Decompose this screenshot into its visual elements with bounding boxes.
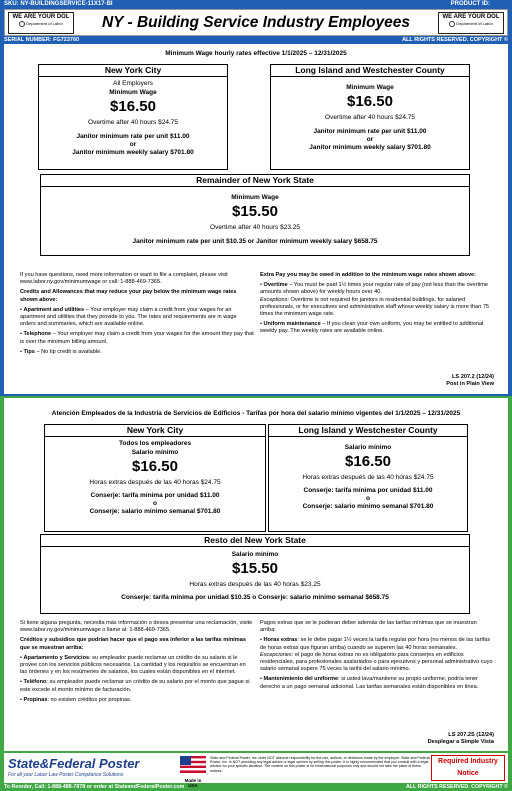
english-panel bbox=[4, 44, 508, 394]
extra-pay-column-es: Pagos extras que se le pudieran deber además de las tarifas mínimas que se muestran arriba: • Horas extras: se le debe pagar 1½ veces la tarifa regular por hora (no menos de las tarifas de horas extras que figuran arriba) cuando se superen las 40 horas semanales. Excepciones: el pago de horas extras no es obligatorio para conserjes en edificios residenciales, para profesionales asalariados o para ejecutivos y personal administrativo cuyo salario semanal supere 75 veces la tarifa del salario mínimo. • Mantenimiento del uniforme: si usted lava/mantiene su propio uniforme, podría tener derecho a un pago semanal adicional. Las tarifas semanales están disponibles en línea. bbox=[260, 620, 493, 690]
box-title: Remainder of New York State bbox=[41, 175, 469, 187]
box-title: Long Island and Westchester County bbox=[271, 65, 469, 77]
form-code-es: LS 207.2S (12/24) Desplegar a Simple Vista bbox=[427, 732, 494, 745]
extra-pay-column: Extra Pay you may be owed in addition to the minimum wage rates shown above: • Overtime – You must be paid 1½ times your regular rate of pay (not less than the overtime amounts shown above) for weekly hours over 40. Exceptions: Overtime is not required for janitors in residential buildings, for salaried professionals, or for executives and administrative staff whose weekly salary is more than 75 times the minimum wage rate. • Uniform maintenance – If you clean your own uniform, you may be entitled to additional weekly pay. The weekly rates are available online. bbox=[260, 272, 490, 335]
nyc-rate-box: New York City All Employers Minimum Wage $16.50 Overtime after 40 hours $24.75 Janitor minimum rate per unit $11.00 or Janitor minimum weekly salary $701.80 bbox=[38, 64, 228, 170]
form-code: LS 207.2 (12/24) Post in Plain View bbox=[446, 374, 494, 387]
long-island-rate-box: Long Island and Westchester County Minimum Wage $16.50 Overtime after 40 hours $24.75 Janitor minimum rate per unit $11.00 or Janitor minimum weekly salary $701.80 bbox=[270, 64, 470, 170]
spanish-panel bbox=[4, 398, 508, 751]
reorder-text: To Reorder, Call: 1-888-488-7878 or order at StateandFederalPoster.com bbox=[4, 784, 185, 790]
usa-flag-icon: Made in USA bbox=[180, 756, 206, 780]
rest-of-state-rate-box: Remainder of New York State Minimum Wage $15.50 Overtime after 40 hours $23.25 Janitor minimum rate per unit $10.35 or Janitor minimum weekly salary $658.75 bbox=[40, 174, 470, 256]
disclaimer-text: State and Federal Poster, Inc. does NOT assume responsibility for the use, actions, or decisions made by the employer. State and Federal Poster, Inc. is NOT providing any legal advice or legal opinion by selling this poster. It is highly recommended that you consult with a legal advisor for your specific situation. The content on this poster is for informational purposes only and should not take the place of these notices. bbox=[210, 756, 430, 773]
seal-icon bbox=[449, 21, 455, 27]
min-wage-rate: $16.50 bbox=[110, 98, 156, 115]
min-wage-rate: $16.50 bbox=[132, 458, 178, 475]
min-wage-rate: $16.50 bbox=[345, 453, 391, 470]
effective-dates: Minimum Wage hourly rates effective 1/1/2025 – 12/31/2025 bbox=[165, 50, 347, 57]
min-wage-rate: $15.50 bbox=[232, 560, 278, 577]
long-island-rate-box-es: Long Island y Westchester County Salario mínimo $16.50 Horas extras después de las 40 horas $24.75 Conserje: tarifa mínima por unidad $11.00 o Conserje: salario mínimo semanal $701.80 bbox=[268, 424, 468, 532]
poster-header bbox=[4, 9, 508, 36]
box-title: Long Island y Westchester County bbox=[269, 425, 467, 437]
dol-logo-left: WE ARE YOUR DOL Department of Labor bbox=[8, 12, 74, 34]
box-title: Resto del New York State bbox=[41, 535, 469, 547]
box-title: New York City bbox=[45, 425, 265, 437]
sku-text: SKU: NY-BUILDINGSERVICE-11X17-BI bbox=[4, 1, 113, 7]
serial-number: SERIAL NUMBER: FG723760 bbox=[4, 37, 80, 43]
seal-icon bbox=[19, 21, 25, 27]
product-id-text: PRODUCT ID: bbox=[450, 1, 490, 7]
nyc-rate-box-es: New York City Todos los empleadores Salario mínimo $16.50 Horas extras después de las 40 horas $24.75 Conserje: tarifa mínima por unidad $11.00 o Conserje: salario mínimo semanal $701.80 bbox=[44, 424, 266, 532]
box-title: New York City bbox=[39, 65, 227, 77]
bottom-strip bbox=[0, 783, 512, 791]
copyright-text: ALL RIGHTS RESERVED. COPYRIGHT © bbox=[402, 37, 508, 43]
serial-strip bbox=[0, 36, 512, 44]
min-wage-rate: $15.50 bbox=[232, 203, 278, 220]
credits-column-es: Si tiene alguna pregunta, necesita más información o desea presentar una reclamación, visite www.labor.ny.gov/minimumwage o llame al: 1-888-469-7365. Créditos y subsidios que podrían hacer que el pago sea inferior a las tarifas mínimas que se muestran arriba: • Apartamento y Servicios: su empleador puede reclamar un crédito de su salario si le provee con los servicios públicos necesarios. La cantidad y los requisitos se encuentran en las órdenes y en los resúmenes de salarios, los cuales están disponibles en el internet. • Teléfono: su empleador puede reclamar un crédito de su salario por el monto que pague si este excede el monto mínimo de facturación. • Propinas: no existen créditos por propinas. bbox=[20, 620, 253, 703]
brand-logo: State&Federal Poster For all your Labor Law Poster Compliance Solutions bbox=[8, 756, 140, 778]
dol-logo-right: WE ARE YOUR DOL Department of Labor bbox=[438, 12, 504, 34]
required-notice-badge: Required Industry Notice bbox=[431, 755, 505, 781]
top-strip bbox=[0, 0, 512, 9]
effective-dates-es: Atención Empleados de la Industria de Servicios de Edificios - Tarifas por hora del salario mínimo vigentes del 1/1/2025 – 12/31/2025 bbox=[51, 410, 461, 417]
copyright-text-bottom: ALL RIGHTS RESERVED. COPYRIGHT © bbox=[405, 784, 508, 790]
min-wage-rate: $16.50 bbox=[347, 93, 393, 110]
rest-of-state-rate-box-es: Resto del New York State Salario mínimo $15.50 Horas extras después de las 40 horas $23.25 Conserje: tarifa mínima por unidad $10.35 o Conserje: salario mínimo semanal $658.75 bbox=[40, 534, 470, 614]
page-title: NY - Building Service Industry Employees bbox=[101, 14, 411, 31]
credits-column: If you have questions, need more information or want to file a complaint, please visit www.labor.ny.gov/minimumwage or call: 1-888-469-7365. Credits and Allowances that may reduce your pay below the minimum wage rates shown above: • Apartment and utilities – Your employer may claim a credit from your wages for an apartment and utilities that they provide to you. The rates and requirements are in wage orders and summaries, which are available online. • Telephone – Your employer may claim a credit from your wages for the amount they pay that is over the minimum billing amount. • Tips – No tip credit is available. bbox=[20, 272, 254, 355]
